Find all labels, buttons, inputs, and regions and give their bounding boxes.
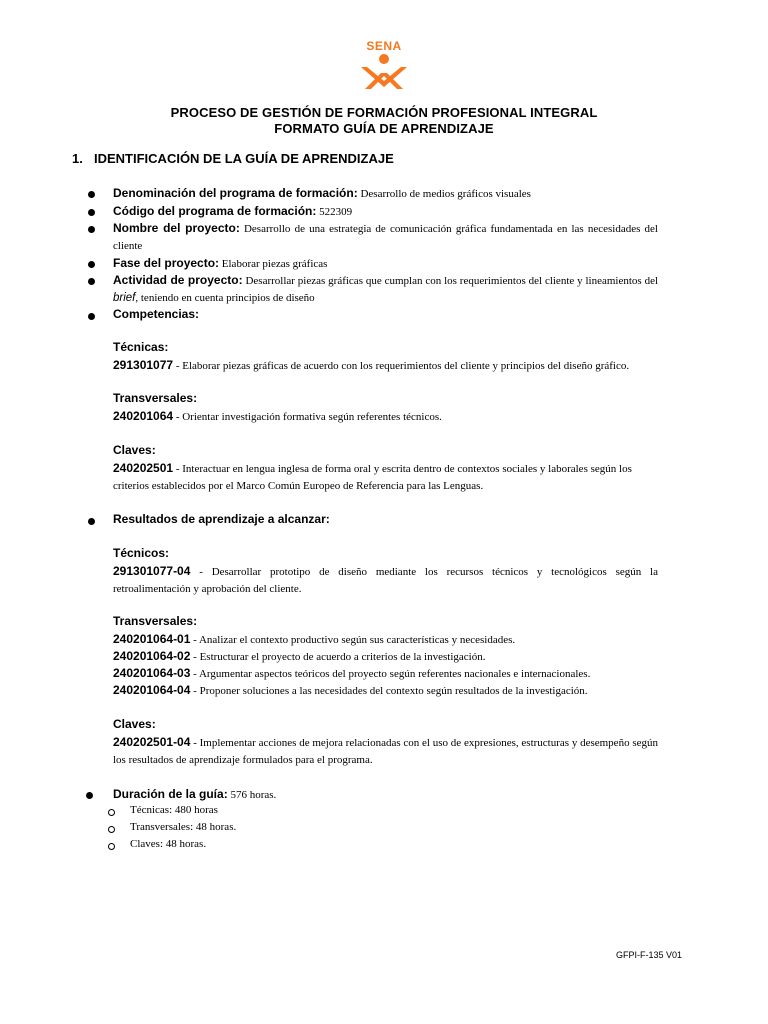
item-label: Actividad de proyecto: xyxy=(113,273,243,287)
section-heading xyxy=(72,151,394,166)
item-nombre xyxy=(113,220,658,255)
item-resultados xyxy=(113,511,658,529)
competencias-tecnicas-heading: Técnicas: xyxy=(113,340,169,354)
item-value: Elaborar piezas gráficas xyxy=(221,258,328,270)
item-label: Denominación del programa de formación: xyxy=(113,186,358,200)
item-fase xyxy=(113,255,658,273)
bullet-icon xyxy=(88,278,95,285)
item-value: Desarrollo de una estrategia de comunicación gráfica fundamentada en las necesidades del cliente xyxy=(113,223,658,252)
resultado-transversal-3 xyxy=(113,665,658,683)
competencia-text: - Orientar investigación formativa según referentes técnicos. xyxy=(173,411,442,423)
title-line-1: PROCESO DE GESTIÓN DE FORMACIÓN PROFESIONAL INTEGRAL xyxy=(170,105,598,120)
sena-logo-icon xyxy=(359,53,409,89)
resultados-transversales-heading: Transversales: xyxy=(113,614,198,628)
footer-code: GFPI-F-135 V01 xyxy=(616,950,683,960)
item-label: Código del programa de formación: xyxy=(113,204,317,218)
resultado-tecnico xyxy=(113,563,658,598)
item-label: Nombre del proyecto: xyxy=(113,221,240,235)
resultado-text: - Implementar acciones de mejora relacionadas con el uso de expresiones, estructuras y desempeño según los resultados de aprendizaje formulados para el programa. xyxy=(113,737,658,766)
bullet-icon xyxy=(88,209,95,216)
duracion-tecnicas: Técnicas: 480 horas xyxy=(130,804,218,816)
resultado-transversal-2 xyxy=(113,648,658,666)
item-value: 576 horas. xyxy=(227,789,277,801)
bullet-icon xyxy=(88,261,95,268)
item-value-brief: brief xyxy=(113,292,136,304)
competencia-text: - Elaborar piezas gráficas de acuerdo con los requerimientos del cliente y principios del diseño gráfico. xyxy=(173,360,630,372)
bullet-icon xyxy=(88,313,95,320)
resultado-code: 240202501-04 xyxy=(113,735,191,749)
resultado-code: 240201064-02 xyxy=(113,649,191,663)
title-line-2: FORMATO GUÍA DE APRENDIZAJE xyxy=(274,121,494,136)
resultado-transversal-1 xyxy=(113,631,658,649)
duracion-claves: Claves: 48 horas. xyxy=(130,838,207,850)
resultados-tecnicos-heading: Técnicos: xyxy=(113,546,170,560)
competencia-clave xyxy=(113,460,658,495)
item-denominacion xyxy=(113,185,658,203)
resultado-code: 291301077-04 xyxy=(113,564,191,578)
circle-bullet-icon xyxy=(108,826,115,833)
competencia-code: 240201064 xyxy=(113,409,174,423)
circle-bullet-icon xyxy=(108,809,115,816)
resultado-code: 240201064-03 xyxy=(113,666,191,680)
document-title xyxy=(0,105,768,137)
resultado-code: 240201064-04 xyxy=(113,683,191,697)
resultado-text: - Estructurar el proyecto de acuerdo a criterios de la investigación. xyxy=(190,651,486,663)
competencias-claves-heading: Claves: xyxy=(113,443,156,457)
item-codigo xyxy=(113,203,658,221)
item-value: Desarrollar piezas gráficas que cumplan con los requerimientos del cliente y lineamientos del xyxy=(245,275,659,287)
bullet-icon xyxy=(88,226,95,233)
competencia-code: 240202501 xyxy=(113,461,174,475)
item-value: , teniendo en cuenta principios de diseño xyxy=(135,292,315,304)
resultado-text: - Desarrollar prototipo de diseño mediante los recursos técnicos y tecnológicos según la retroalimentación y aprobación del cliente. xyxy=(113,566,658,595)
resultado-transversal-4 xyxy=(113,682,658,700)
circle-bullet-icon xyxy=(108,843,115,850)
item-actividad xyxy=(113,272,658,307)
competencias-transversales-heading: Transversales: xyxy=(113,391,198,405)
item-value: Desarrollo de medios gráficos visuales xyxy=(360,188,531,200)
section-title: IDENTIFICACIÓN DE LA GUÍA DE APRENDIZAJE xyxy=(94,151,394,166)
resultado-text: - Analizar el contexto productivo según sus características y necesidades. xyxy=(190,634,516,646)
bullet-icon xyxy=(88,518,95,525)
section-number: 1. xyxy=(72,151,83,166)
item-label: Duración de la guía: xyxy=(113,787,228,801)
item-label: Competencias: xyxy=(113,307,200,321)
item-label: Fase del proyecto: xyxy=(113,256,220,270)
resultado-code: 240201064-01 xyxy=(113,632,191,646)
sena-logo xyxy=(355,40,413,90)
item-duracion xyxy=(113,786,658,804)
item-value: 522309 xyxy=(319,206,353,218)
resultado-clave xyxy=(113,734,658,769)
logo-text: SENA xyxy=(366,39,402,53)
duracion-transversales: Transversales: 48 horas. xyxy=(130,821,237,833)
resultados-claves-heading: Claves: xyxy=(113,717,156,731)
resultado-text: - Proponer soluciones a las necesidades del contexto según resultados de la investigación. xyxy=(190,685,588,697)
competencia-transversal xyxy=(113,408,658,426)
competencia-text: - Interactuar en lengua inglesa de forma oral y escrita dentro de contextos sociales y laborales según los criterios establecidos por el Marco Común Europeo de Referencia para las Lenguas. xyxy=(113,463,632,492)
competencia-tecnica xyxy=(113,357,658,375)
item-competencias xyxy=(113,306,658,324)
bullet-icon xyxy=(86,792,93,799)
resultado-text: - Argumentar aspectos teóricos del proyecto según referentes nacionales e internacionales. xyxy=(190,668,591,680)
item-label: Resultados de aprendizaje a alcanzar: xyxy=(113,512,330,526)
bullet-icon xyxy=(88,191,95,198)
competencia-code: 291301077 xyxy=(113,358,174,372)
